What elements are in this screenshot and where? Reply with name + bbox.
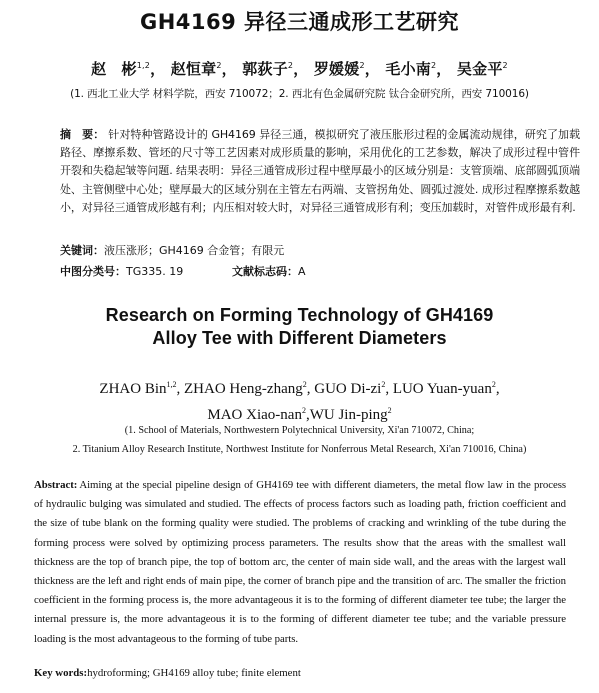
english-abstract [34, 476, 566, 649]
keywords-label: Key words: [34, 667, 88, 679]
author: 罗媛媛$^2$， [313, 60, 380, 78]
english-title-line: Research on Forming Technology of GH4169 [105, 305, 494, 325]
affiliation-line: 2. Titanium Alloy Research Institute, Northwest Institute for Nonferrous Metal Research, Xi'an 710016, China) [72, 444, 527, 455]
author: 郭荻子$^2$， [242, 60, 309, 78]
chinese-title: GH4169 异径三通成形工艺研究 [139, 10, 460, 34]
english-title [0, 304, 599, 350]
english-title-line: Alloy Tee with Different Diameters [152, 328, 447, 348]
author: ZHAO Heng-zhang$^2$, [184, 380, 315, 397]
author: WU Jin-ping$^2$ [309, 406, 392, 423]
clc-number: 中图分类号：TG335. 19 [60, 265, 184, 278]
author: MAO Xiao-nan$^2$, [207, 406, 310, 423]
english-authors [0, 374, 599, 426]
author: 毛小南$^2$， [385, 60, 452, 78]
chinese-abstract [60, 126, 580, 217]
author: GUO $Di-zi^2$, [314, 380, 393, 397]
english-keywords [34, 667, 566, 679]
author: LUO Yuan-yuan$^2$, [392, 380, 500, 397]
english-authors-line [0, 374, 599, 400]
keywords-text: hydroforming; GH4169 alloy tube; finite element [87, 667, 301, 679]
abstract-text: 针对特种管路设计的 GH4169 异径三通，模拟研究了液压胀形过程的金属流动规律，研究了加载路径、摩擦系数、管坯的尺寸等工艺因素对成形质量的影响，采用优化的工艺参数，解决了成形过程中管件开裂和失稳起皱等问题. 结果表明：异径三通管成形过程中壁厚最小的区域分别是：支管顶端、底部圆弧顶端处、主管侧壁中心处；壁厚最大的区域分别在主管左右两端、支管拐角处、圆弧过渡处. 成形过程摩擦系数越小，对异径三通管成形越有利；内压相对较大时，对异径三通管成形有利；变压加载时，对管件成形最有利. [60, 128, 580, 214]
abstract-text: Aiming at the special pipeline design of GH4169 tee with different diameters, the metal flow law in the process of hydraulic bulging was simulated and studied. The effects of process factors such as loading path, friction coefficient and the size of tube blank on the forming quality were studied. The problems of cracking and wrinkling of the tube during the forming process were solved by optimizing process parameters. The results show that the areas with the smallest wall thickness are the top of branch pipe, the top of bottom arc, the center of main side wall, and the areas with the largest wall thickness are the left and right ends of main pipe, the corner of branch pipe and the transition of arc. The smaller the friction coefficient in the forming process is, the more advantageous it is to the forming of different diameter tee tube; the larger the internal pressure is, the more advantageous it is to the forming of different diameter tee tube; and the variable pressure loading is the most advantageous to the forming of tube parts. [34, 479, 566, 645]
author: 赵 彬$^{1,2}$， [91, 60, 166, 78]
chinese-keywords [60, 242, 580, 258]
chinese-authors [0, 58, 599, 79]
abstract-label: 摘 要： [60, 128, 105, 141]
chinese-affiliations: (1. 西北工业大学 材料学院，西安 710072；2. 西北有色金属研究院 钛合金研究所，西安 710016) [70, 88, 529, 100]
document-code: 文献标志码：A [232, 265, 306, 278]
classification-line [60, 263, 580, 279]
author: 吴金平$^2$ [456, 60, 508, 78]
author: 赵恒章$^2$， [170, 60, 237, 78]
author: ZHAO Bin$^{1,2}$, [99, 380, 185, 397]
keywords-text: 液压涨形；GH4169 合金管；有限元 [104, 244, 285, 257]
abstract-label: Abstract: [34, 479, 78, 491]
affiliation-line: (1. School of Materials, Northwestern Polytechnical University, Xi'an 710072, China; [124, 425, 475, 436]
keywords-label: 关键词： [60, 244, 104, 257]
english-affiliations [0, 421, 599, 459]
